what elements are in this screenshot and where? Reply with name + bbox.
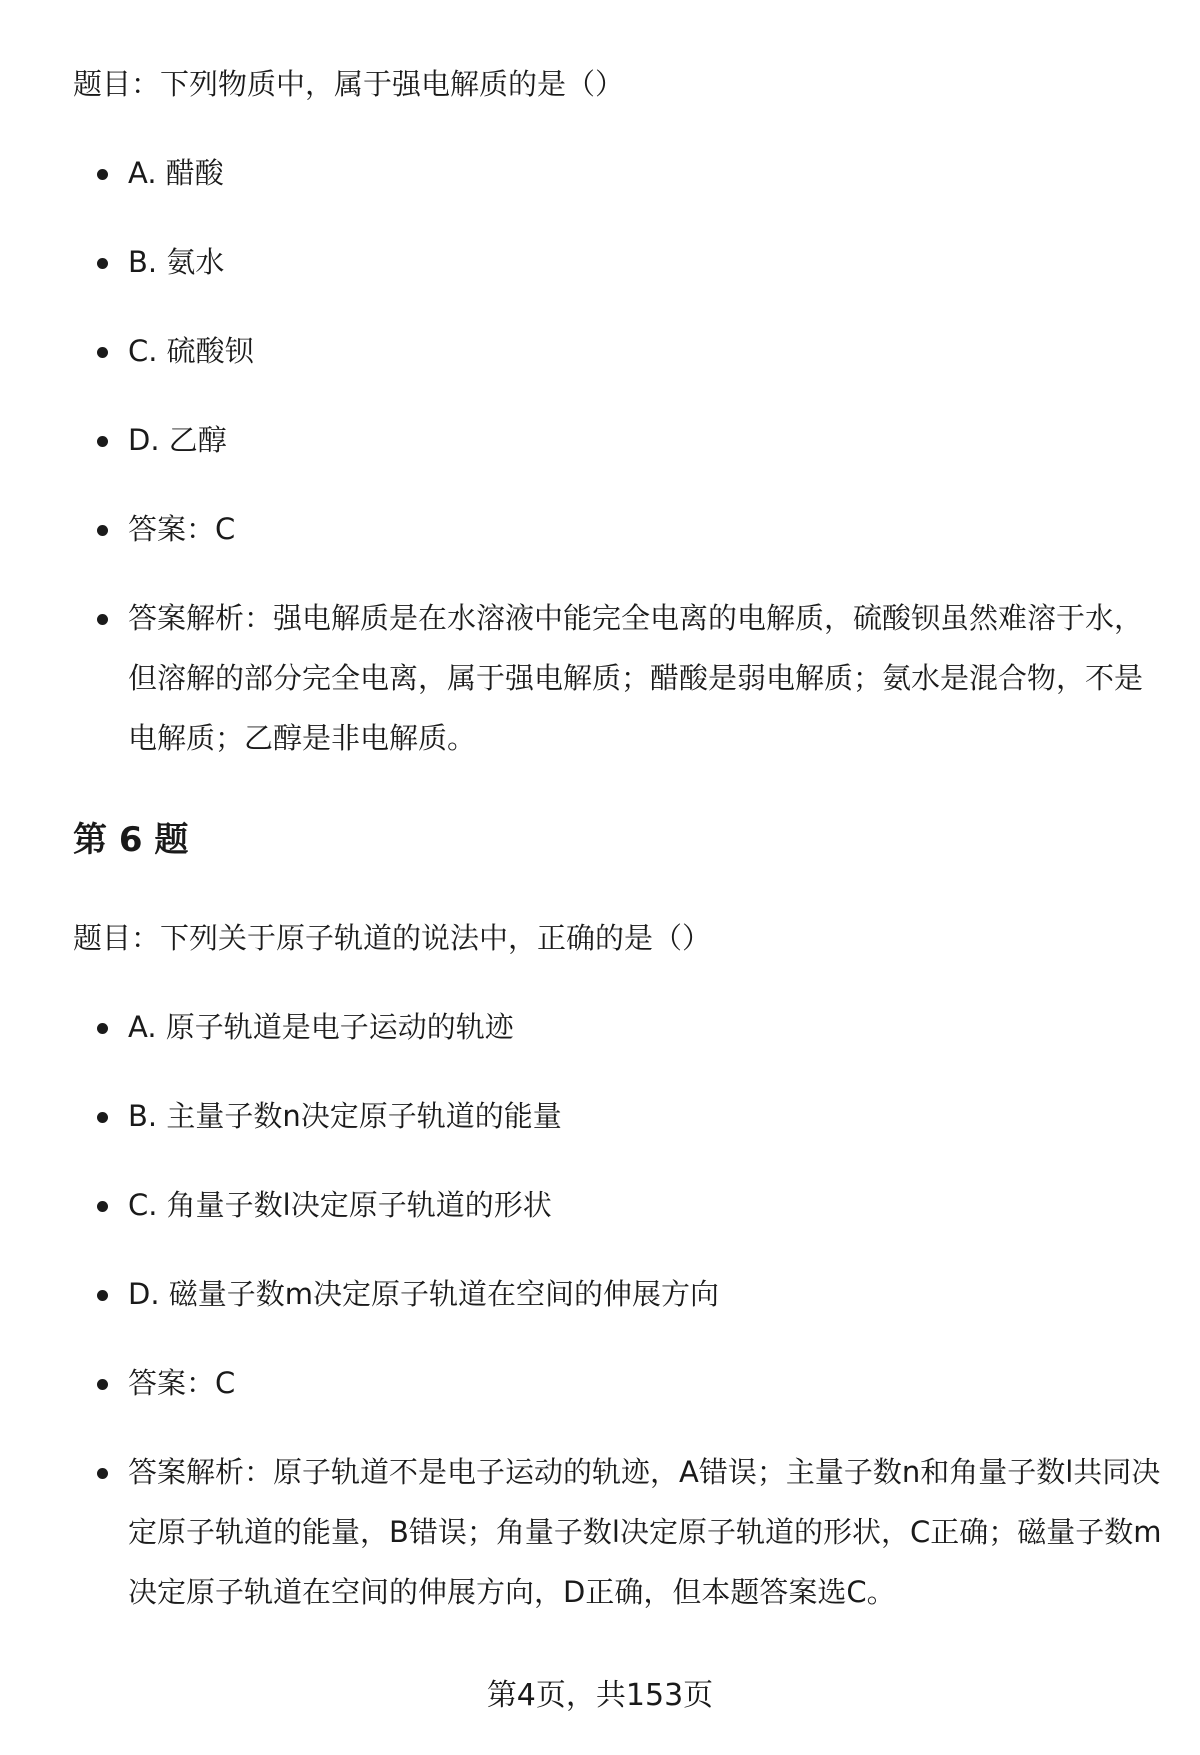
q6-option-a-text: A. 原子轨道是电子运动的轨迹 [128,1010,514,1044]
bullet-icon [97,1201,108,1212]
q6-answer-text: 答案：C [128,1366,236,1400]
bullet-icon [97,347,108,358]
bullet-icon [97,436,108,447]
bullet-icon [97,169,108,180]
q5-option-a-text: A. 醋酸 [128,156,224,190]
bullet-icon [97,614,108,625]
bullet-icon [97,258,108,269]
q6-heading: 第 6 题 [73,820,189,860]
q6-option-b [0,1096,1168,1136]
q5-option-b [0,242,1168,282]
bullet-icon [97,525,108,536]
page-indicator: 第4页，共153页 [486,1678,714,1713]
q5-option-c [0,331,1168,371]
q6-option-d-text: D. 磁量子数m决定原子轨道在空间的伸展方向 [128,1277,720,1311]
q5-answer [0,509,1168,549]
q5-option-a [0,153,1168,193]
q6-option-c-text: C. 角量子数l决定原子轨道的形状 [128,1188,552,1222]
bullet-icon [97,1023,108,1034]
q6-option-c [0,1185,1168,1225]
q5-options-list [0,153,1200,817]
q6-answer [0,1363,1168,1403]
bullet-icon [97,1290,108,1301]
q5-option-b-text: B. 氨水 [128,245,225,279]
q6-question-text: 题目：下列关于原子轨道的说法中，正确的是（） [73,921,712,955]
q6-analysis-text: 答案解析：原子轨道不是电子运动的轨迹，A错误；主量子数n和角量子数l共同决定原子轨道的能量，B错误；角量子数l决定原子轨道的形状，C正确；磁量子数m决定原子轨道在空间的伸展方向，D正确，但本题答案选C。 [128,1455,1162,1609]
q5-option-d [0,420,1168,460]
q5-question-text: 题目：下列物质中，属于强电解质的是（） [73,67,625,101]
bullet-icon [97,1379,108,1390]
q6-analysis [0,1442,1168,1622]
q6-options-list [0,1007,1200,1671]
q5-analysis-text: 答案解析：强电解质是在水溶液中能完全电离的电解质，硫酸钡虽然难溶于水，但溶解的部分完全电离，属于强电解质；醋酸是弱电解质；氨水是混合物，不是电解质；乙醇是非电解质。 [128,601,1144,755]
q5-option-c-text: C. 硫酸钡 [128,334,254,368]
q6-option-b-text: B. 主量子数n决定原子轨道的能量 [128,1099,562,1133]
q5-answer-text: 答案：C [128,512,236,546]
q6-option-d [0,1274,1168,1314]
q6-option-a [0,1007,1168,1047]
q5-analysis [0,588,1168,768]
bullet-icon [97,1112,108,1123]
bullet-icon [97,1468,108,1479]
q5-option-d-text: D. 乙醇 [128,423,227,457]
